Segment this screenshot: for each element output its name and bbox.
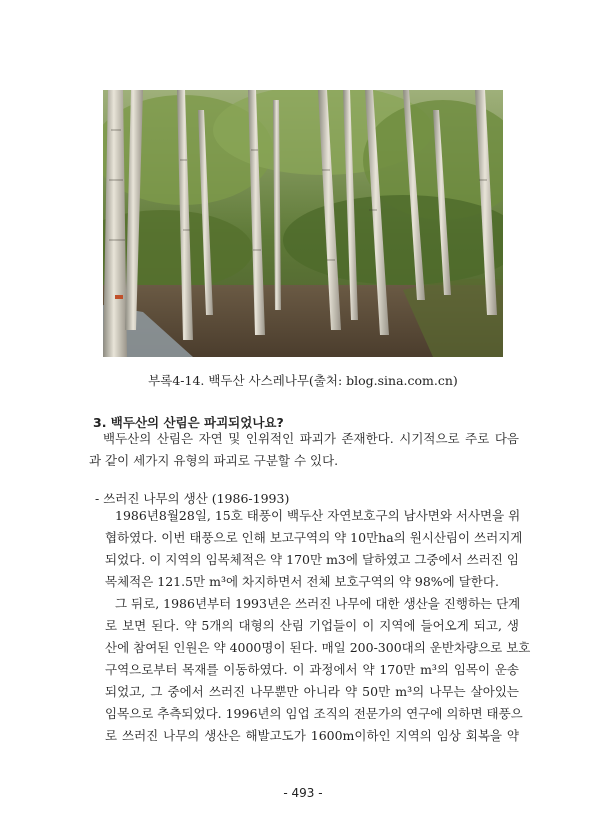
text-line: 과 같이 세가지 유형의 파괴로 구분할 수 있다.: [89, 453, 339, 468]
text-line: 구역으로부터 목재를 이동하였다. 이 과정에서 약 170만 m³의 임목이 운송: [105, 662, 519, 677]
birch-forest-photo: [103, 90, 503, 357]
text-line: 산에 참여된 인원은 약 4000명이 된다. 매일 200-300대의 운반차량으로 보호: [105, 640, 531, 655]
text-line: 되었고, 그 중에서 쓰러진 나무뿐만 아니라 약 50만 m³의 나무는 살아있는: [105, 684, 519, 699]
section-title: 3. 백두산의 산림은 파괴되었나요?: [93, 415, 284, 430]
text-line: 로 쓰러진 나무의 생산은 해발고도가 1600m이하인 지역의 임상 회복을 약: [105, 728, 519, 743]
text-line: 그 뒤로, 1986년부터 1993년은 쓰러진 나무에 대한 생산을 진행하는 단계: [115, 596, 521, 611]
text-line: 목체적은 121.5만 m³에 차지하면서 전체 보호구역의 약 98%에 달한다.: [105, 574, 499, 589]
paragraph-production: [105, 593, 531, 747]
bullet-heading: - 쓰러진 나무의 생산 (1986-1993): [95, 491, 290, 506]
text-line: 1986년8월28일, 15호 태풍이 백두산 자연보호구의 남사면와 서사면을 위: [115, 508, 521, 523]
intro-paragraph: [89, 428, 519, 472]
text-line: 백두산의 산림은 자연 및 인위적인 파괴가 존재한다. 시기적으로 주로 다음: [103, 431, 519, 446]
text-line: 협하였다. 이번 태풍으로 인해 보고구역의 약 10만ha의 원시산림이 쓰러지게: [105, 530, 523, 545]
text-line: 되었다. 이 지역의 임목체적은 약 170만 m3에 달하였고 그중에서 쓰러진 임: [105, 552, 519, 567]
figure-caption: 부록4-14. 백두산 사스레나무(출처: blog.sina.com.cn): [148, 373, 458, 388]
text-line: 로 보면 된다. 약 5개의 대형의 산림 기업들이 이 지역에 들어오게 되고, 생: [105, 618, 519, 633]
page-number: - 493 -: [283, 786, 323, 800]
paragraph-typhoon: [105, 505, 523, 593]
text-line: 임목으로 추측되었다. 1996년의 임업 조직의 전문가의 연구에 의하면 태풍으: [105, 706, 523, 721]
